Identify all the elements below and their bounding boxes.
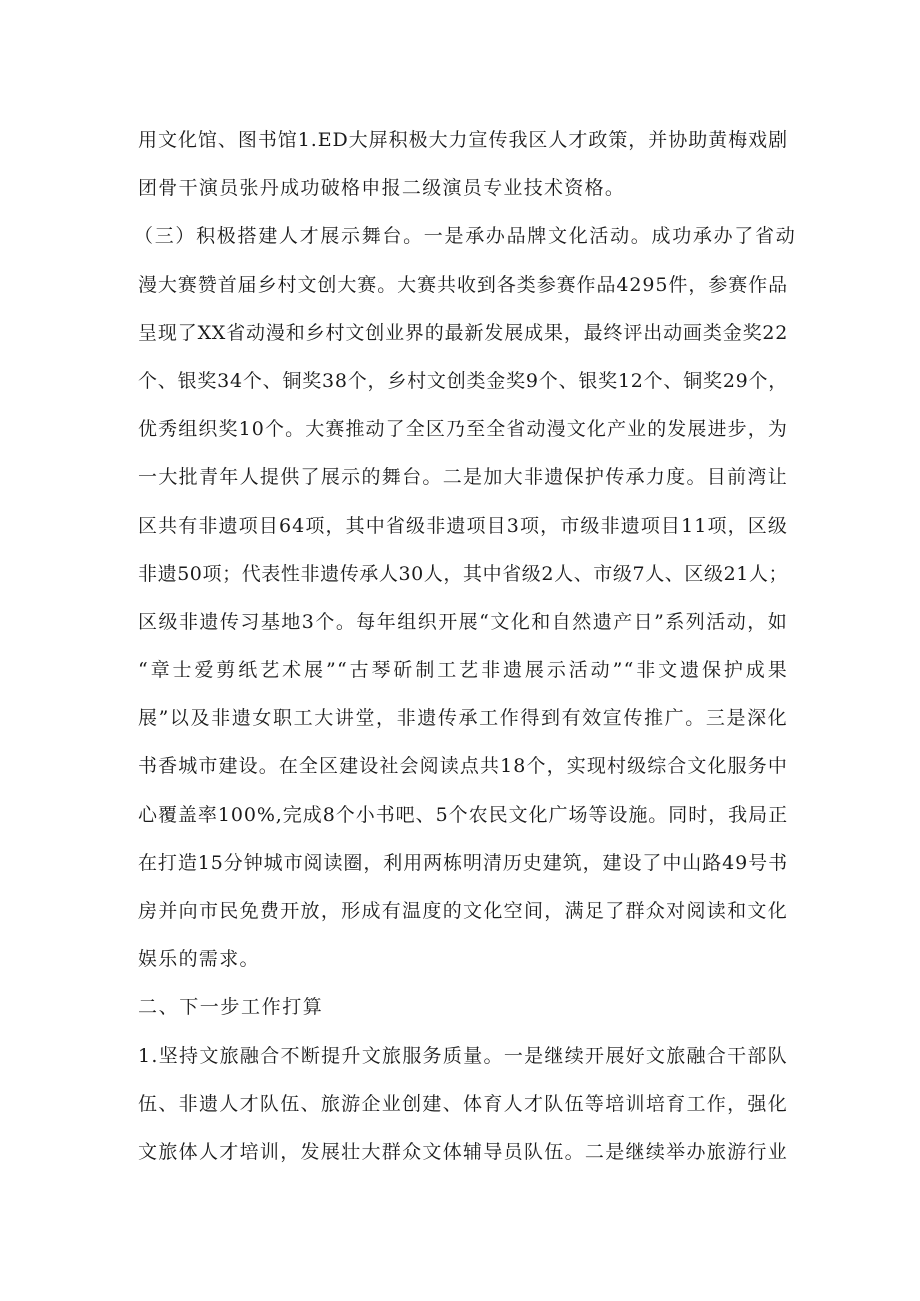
text-line: 在打造15分钟城市阅读圈，利用两栋明清历史建筑，建设了中山路49号书 — [138, 851, 788, 874]
text-line: 房并向市民免费开放，形成有温度的文化空间，满足了群众对阅读和文化 — [138, 900, 788, 922]
text-line: “章士爱剪纸艺术展”“古琴斫制工艺非遗展示活动”“非文遗保护成果 — [138, 659, 788, 682]
text-line: 1.坚持文旅融合不断提升文旅服务质量。一是继续开展好文旅融合干部队 — [138, 1044, 789, 1067]
text-line: 区级非遗传习基地3个。每年组织开展“文化和自然遗产日”系列活动，如 — [138, 610, 788, 633]
text-line: 文旅体人才培训，发展壮大群众文体辅导员队伍。二是继续举办旅游行业 — [138, 1140, 788, 1163]
text-line: 非遗50项；代表性非遗传承人30人，其中省级2人、市级7人、区级21人； — [138, 562, 788, 585]
text-line: 呈现了XX省动漫和乡村文创业界的最新发展成果，最终评出动画类金奖22 — [138, 321, 788, 344]
text-line: 书香城市建设。在全区建设社会阅读点共18个，实现村级综合文化服务中 — [138, 755, 788, 778]
text-line: 展”以及非遗女职工大讲堂，非遗传承工作得到有效宣传推广。三是深化 — [138, 707, 788, 730]
text-line: 团骨干演员张丹成功破格申报二级演员专业技术资格。 — [138, 177, 626, 200]
text-line: 漫大赛赞首届乡村文创大赛。大赛共收到各类参赛作品4295件，参赛作品 — [138, 273, 788, 296]
document-body — [134, 116, 789, 1176]
text-line: 伍、非遗人才队伍、旅游企业创建、体育人才队伍等培训培育工作，强化 — [138, 1092, 788, 1115]
text-line: （三）积极搭建人才展示舞台。一是承办品牌文化活动。成功承办了省动 — [134, 225, 788, 248]
text-line: 心覆盖率100%,完成8个小书吧、5个农民文化广场等设施。同时，我局正 — [138, 803, 788, 826]
section-heading: 二、下一步工作打算 — [138, 996, 324, 1019]
text-line: 个、银奖34个、铜奖38个，乡村文创类金奖9个、银奖12个、铜奖29个， — [138, 369, 788, 392]
text-line: 一大批青年人提供了展示的舞台。二是加大非遗保护传承力度。目前湾让 — [138, 466, 788, 489]
text-line: 娱乐的需求。 — [138, 948, 260, 971]
text-line: 区共有非遗项目64项，其中省级非遗项目3项，市级非遗项目11项，区级 — [138, 514, 788, 537]
text-line: 优秀组织奖10个。大赛推动了全区乃至全省动漫文化产业的发展进步，为 — [138, 418, 788, 441]
text-line: 用文化馆、图书馆1.ED大屏积极大力宣传我区人才政策，并协助黄梅戏剧 — [138, 129, 788, 151]
